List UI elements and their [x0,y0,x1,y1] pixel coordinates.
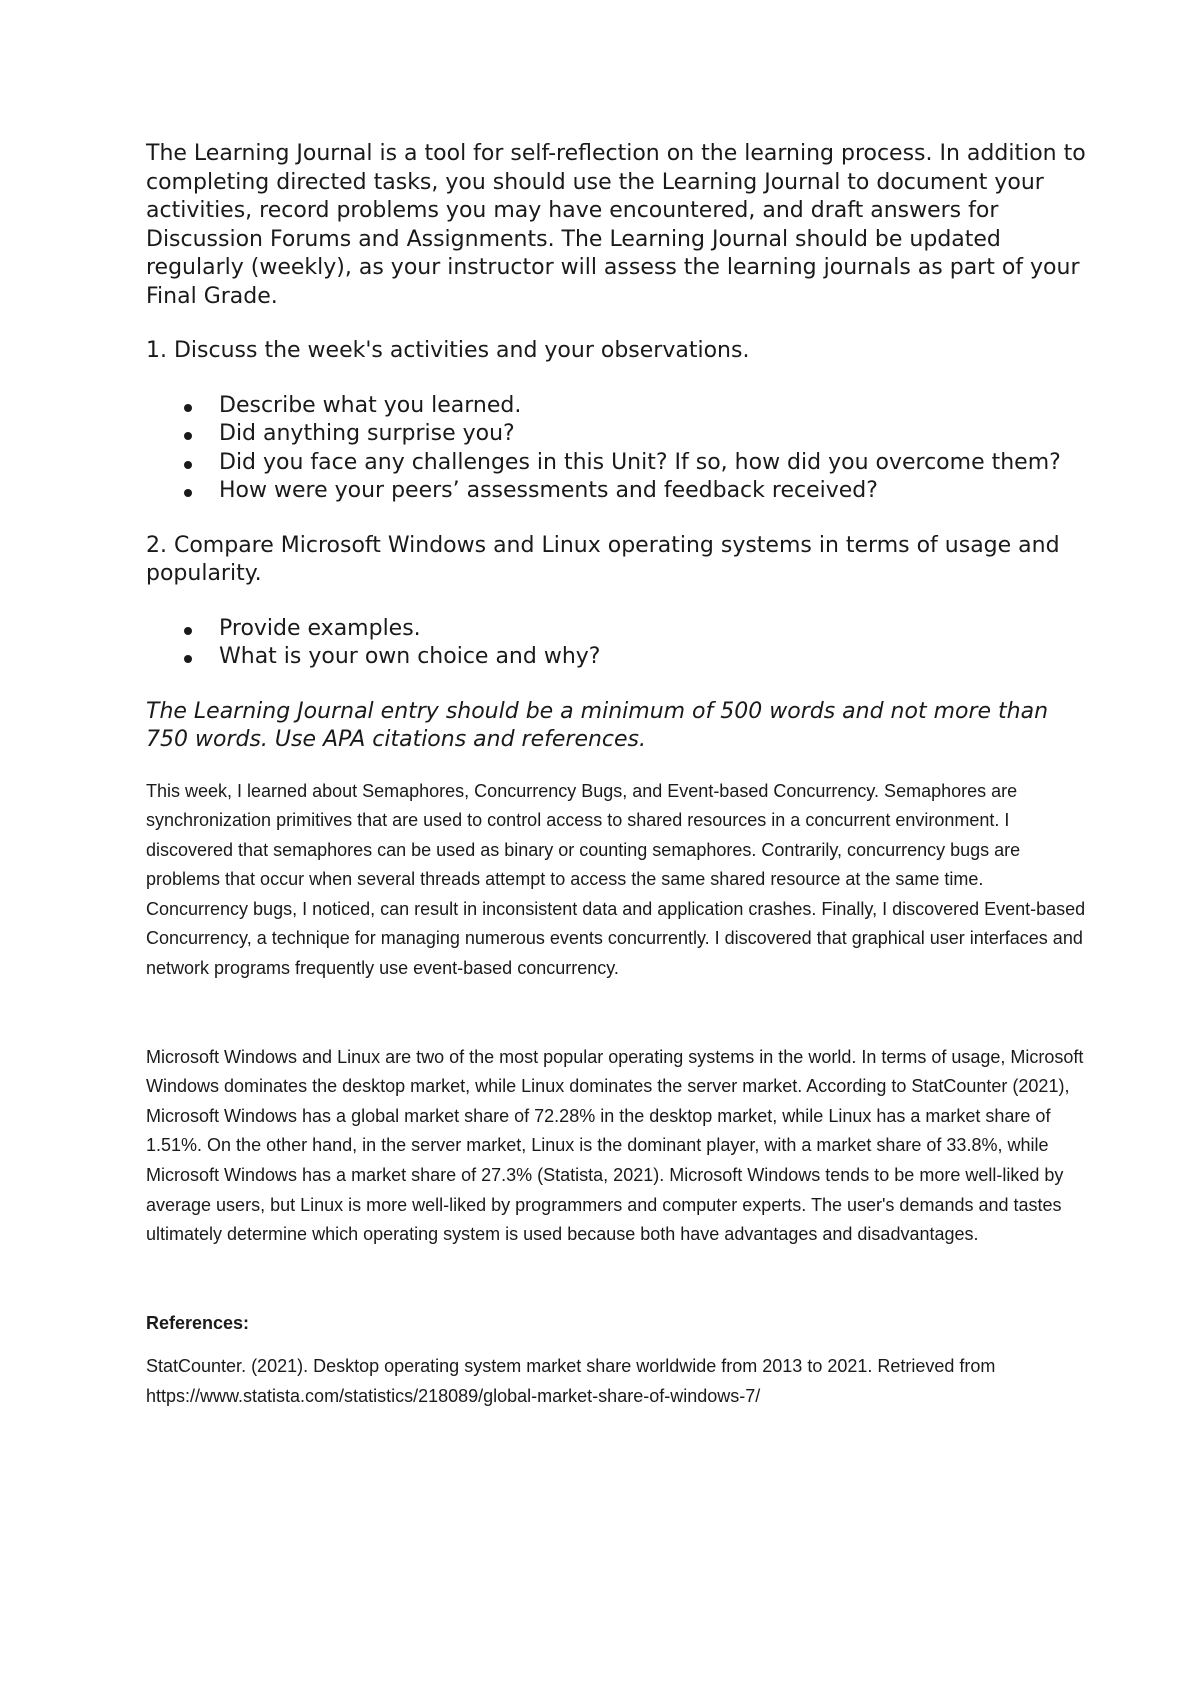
question-2: 2. Compare Microsoft Windows and Linux operating systems in terms of usage and popularity. [146,532,1060,586]
bullet-icon [184,432,192,440]
list-item [146,643,1086,672]
list-item-text: How were your peers’ assessments and feedback received? [219,478,878,503]
bullet-icon [184,404,192,412]
bullet-icon [184,655,192,663]
prompt-intro: The Learning Journal is a tool for self-reflection on the learning process. In addition to completing directed tasks, you should use the Learning Journal to document your activities, record problems you may have encountered, and draft answers for Discussion Forums and Assignments. The Learning Journal should be updated regularly (weekly), as your instructor will assess the learning journals as part of your Final Grade. [146,141,1086,309]
list-item [146,477,1086,506]
word-count-requirement: The Learning Journal entry should be a minimum of 500 words and not more than 750 words. Use APA citations and references. [146,698,1049,752]
list-item-text: Describe what you learned. [219,392,522,418]
bullet-icon [184,627,192,635]
question-2-bullet-list [146,615,1086,672]
list-item [146,615,1086,644]
list-item [146,392,1086,421]
question-1: 1. Discuss the week's activities and your observations. [146,338,750,363]
list-item-text: What is your own choice and why? [219,644,601,669]
references-heading: References: [146,1312,250,1333]
list-item-text: Did anything surprise you? [219,421,515,446]
bullet-icon [184,489,192,497]
list-item-text: Provide examples. [219,615,421,641]
answer-paragraph-1: This week, I learned about Semaphores, Concurrency Bugs, and Event-based Concurrency. Semaphores are synchronization primitives that are used to control access to shared resources in a concurrent environment. I discovered that semaphores can be used as binary or counting semaphores. Contrarily, concurrency bugs are problems that occur when several threads attempt to access the same shared resource at the same time. Concurrency bugs, I noticed, can result in inconsistent data and application crashes. Finally, I discovered Event-based Concurrency, a technique for managing numerous events concurrently. I discovered that graphical user interfaces and network programs frequently use event-based concurrency. [146,780,1086,979]
question-1-bullet-list [146,392,1086,506]
answer-paragraph-2: Microsoft Windows and Linux are two of the most popular operating systems in the world. In terms of usage, Microsoft Windows dominates the desktop market, while Linux dominates the server market. According to StatCounter (2021), Microsoft Windows has a global market share of 72.28% in the desktop market, while Linux has a market share of 1.51%. On the other hand, in the server market, Linux is the dominant player, with a market share of 33.8%, while Microsoft Windows has a market share of 27.3% (Statista, 2021). Microsoft Windows tends to be more well-liked by average users, but Linux is more well-liked by programmers and computer experts. The user's demands and tastes ultimately determine which operating system is used because both have advantages and disadvantages. [146,1046,1084,1245]
list-item-text: Did you face any challenges in this Unit? If so, how did you overcome them? [219,449,1061,475]
reference-item: StatCounter. (2021). Desktop operating system market share worldwide from 2013 to 2021. Retrieved from https://www.statista.com/statistics/218089/global-market-share-of-windows-7/ [146,1356,996,1406]
bullet-icon [184,461,192,469]
document-page [146,140,1086,1412]
list-item [146,420,1086,449]
list-item [146,449,1086,478]
